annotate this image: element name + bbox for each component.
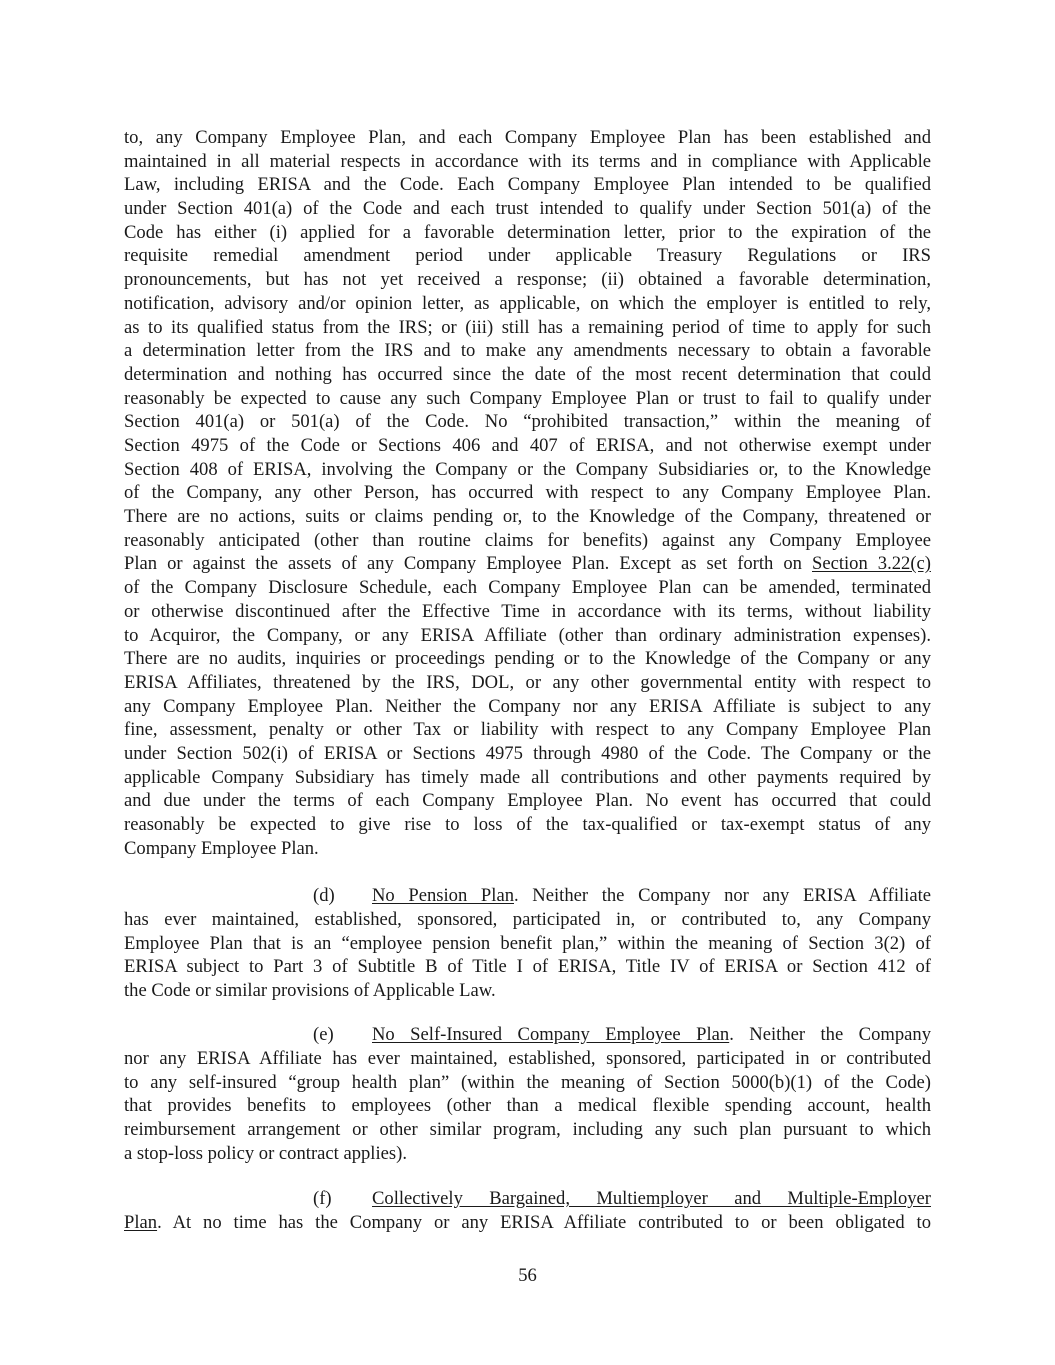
section-d-heading: No Pension Plan — [372, 885, 514, 906]
text-line: under Section 401(a) of the Code and each trust intended to qualify under Section 501(a) of the — [124, 198, 931, 219]
text-line: reimbursement arrangement or other similar program, including any such plan pursuant to which — [124, 1119, 931, 1140]
text-line: nor any ERISA Affiliate has ever maintained, established, sponsored, participated in or contributed — [124, 1048, 931, 1069]
text-line: a determination letter from the IRS and to make any amendments necessary to obtain a favorable — [124, 340, 931, 361]
text-line: a stop-loss policy or contract applies). — [124, 1143, 407, 1164]
text-line: Section 401(a) or 501(a) of the Code. No “prohibited transaction,” within the meaning of — [124, 411, 931, 432]
text-line: reasonably anticipated (other than routine claims for benefits) against any Company Employee — [124, 530, 931, 551]
text-line: the Code or similar provisions of Applicable Law. — [124, 980, 496, 1001]
text-line: to Acquiror, the Company, or any ERISA Affiliate (other than ordinary administration expenses). — [124, 625, 931, 646]
page-number: 56 — [518, 1265, 537, 1286]
text-line — [124, 552, 931, 576]
text-line: has ever maintained, established, sponsored, participated in, or contributed to, any Company — [124, 909, 931, 930]
section-e-heading-line — [313, 1023, 931, 1047]
text-line: determination and nothing has occurred since the date of the most recent determination that could — [124, 364, 931, 385]
text-span: . Neither the Company nor any ERISA Affiliate — [514, 885, 931, 906]
text-line: maintained in all material respects in accordance with its terms and in compliance with Applicable — [124, 151, 931, 172]
text-line: Section 4975 of the Code or Sections 406 and 407 of ERISA, and not otherwise exempt under — [124, 435, 931, 456]
text-line: pronouncements, but has not yet received a response; (ii) obtained a favorable determination, — [124, 269, 931, 290]
section-reference-link[interactable]: Section 3.22(c) — [812, 553, 931, 574]
section-f-heading: Collectively Bargained, Multiemployer and Multiple-Employer — [372, 1188, 931, 1209]
text-line: and due under the terms of each Company Employee Plan. No event has occurred that could — [124, 790, 931, 811]
text-line: to any self-insured “group health plan” (within the meaning of Section 5000(b)(1) of the Code) — [124, 1072, 931, 1093]
text-line: any Company Employee Plan. Neither the Company nor any ERISA Affiliate is subject to any — [124, 696, 931, 717]
section-d-label: (d) — [313, 885, 335, 906]
section-f-heading-continued: Plan — [124, 1212, 158, 1233]
text-line: to, any Company Employee Plan, and each Company Employee Plan has been established and — [124, 127, 931, 148]
text-line: requisite remedial amendment period under applicable Treasury Regulations or IRS — [124, 245, 931, 266]
text-line: of the Company Disclosure Schedule, each Company Employee Plan can be amended, terminated — [124, 577, 931, 598]
text-line: Code has either (i) applied for a favorable determination letter, prior to the expiration of the — [124, 222, 931, 243]
text-span: . Neither the Company — [729, 1024, 931, 1045]
text-line: There are no audits, inquiries or proceedings pending or to the Knowledge of the Company or any — [124, 648, 931, 669]
text-line: or otherwise discontinued after the Effective Time in accordance with its terms, without liability — [124, 601, 931, 622]
text-line: There are no actions, suits or claims pending or, to the Knowledge of the Company, threatened or — [124, 506, 931, 527]
section-e-label: (e) — [313, 1024, 334, 1045]
text-line: reasonably be expected to give rise to loss of the tax-qualified or tax-exempt status of any — [124, 814, 931, 835]
text-line: as to its qualified status from the IRS; or (iii) still has a remaining period of time to apply for such — [124, 317, 931, 338]
text-line: Section 408 of ERISA, involving the Company or the Company Subsidiaries or, to the Knowledge — [124, 459, 931, 480]
text-line: notification, advisory and/or opinion letter, as applicable, on which the employer is entitled to rely, — [124, 293, 931, 314]
text-span: Plan or against the assets of any Company Employee Plan. Except as set forth on — [124, 553, 812, 574]
text-span: . At no time has the Company or any ERISA Affiliate contributed to or been obligated to — [157, 1212, 931, 1233]
text-line: Employee Plan that is an “employee pension benefit plan,” within the meaning of Section 3(2) of — [124, 933, 931, 954]
text-line: that provides benefits to employees (other than a medical flexible spending account, health — [124, 1095, 931, 1116]
text-line: ERISA subject to Part 3 of Subtitle B of Title I of ERISA, Title IV of ERISA or Section 412 of — [124, 956, 931, 977]
text-line: reasonably be expected to cause any such Company Employee Plan or trust to fail to qualify under — [124, 388, 931, 409]
section-e-heading: No Self-Insured Company Employee Plan — [372, 1024, 730, 1045]
text-line — [124, 1211, 931, 1235]
text-line: fine, assessment, penalty or other Tax or liability with respect to any Company Employee Plan — [124, 719, 931, 740]
text-line: Law, including ERISA and the Code. Each Company Employee Plan intended to be qualified — [124, 174, 931, 195]
section-f-label: (f) — [313, 1188, 332, 1209]
text-line: under Section 502(i) of ERISA or Sections 4975 through 4980 of the Code. The Company or the — [124, 743, 931, 764]
text-line: ERISA Affiliates, threatened by the IRS, DOL, or any other governmental entity with respect to — [124, 672, 931, 693]
section-d-heading-line — [313, 884, 931, 908]
section-f-heading-line — [313, 1187, 931, 1211]
text-line: Company Employee Plan. — [124, 838, 319, 859]
text-line: applicable Company Subsidiary has timely made all contributions and other payments required by — [124, 767, 931, 788]
text-line: of the Company, any other Person, has occurred with respect to any Company Employee Plan. — [124, 482, 931, 503]
